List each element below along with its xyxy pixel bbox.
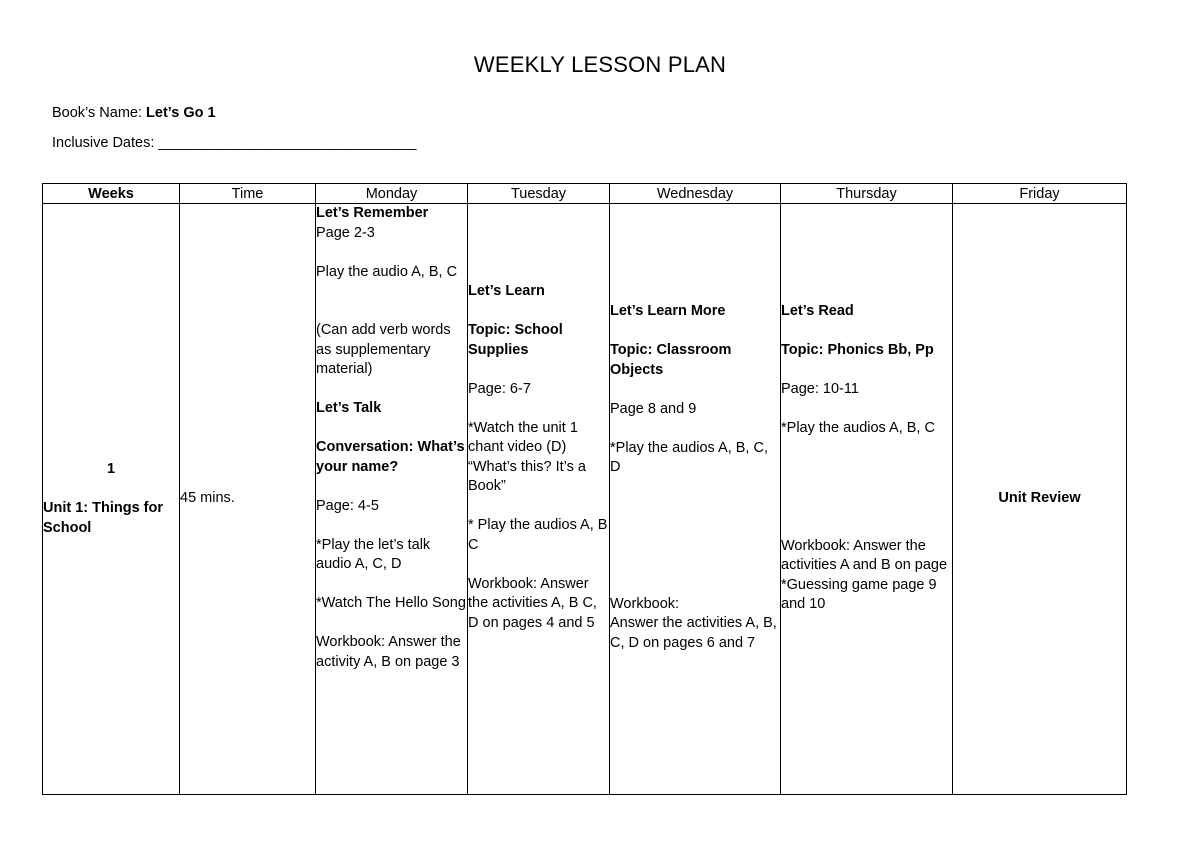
header-weeks: Weeks	[43, 184, 180, 204]
inclusive-dates-value: ________________________________	[158, 135, 417, 151]
monday-line: Workbook: Answer the activity A, B on page 3	[316, 634, 461, 670]
time-value: 45 mins.	[180, 490, 235, 507]
wednesday-line: Topic: Classroom Objects	[610, 342, 732, 378]
header-friday: Friday	[953, 184, 1127, 204]
thursday-line: Topic: Phonics Bb, Pp	[781, 342, 934, 358]
wednesday-line: Answer the activities A, B, C, D on pages 6 and 7	[610, 615, 777, 651]
monday-line: Let’s Talk	[316, 400, 382, 416]
week-number: 1	[106, 461, 116, 477]
book-name-label: Book’s Name:	[52, 105, 147, 121]
header-wednesday: Wednesday	[610, 184, 781, 204]
week-row	[43, 204, 1127, 795]
monday-line: Page 2-3	[316, 224, 375, 241]
tuesday-line: “What’s this? It’s a Book”	[468, 458, 586, 494]
monday-line: Page: 4-5	[316, 497, 379, 514]
book-name-line	[52, 105, 216, 121]
lesson-plan-table	[42, 183, 1127, 795]
thursday-line: Let’s Read	[781, 303, 854, 319]
thursday-cell	[781, 204, 953, 795]
book-name-value: Let’s Go 1	[146, 105, 216, 121]
header-row	[43, 184, 1127, 204]
thursday-line: *Guessing game page 9 and 10	[781, 576, 937, 612]
header-thursday: Thursday	[781, 184, 953, 204]
inclusive-dates-line	[52, 135, 416, 151]
monday-line: Conversation: What’s your name?	[316, 439, 465, 475]
header-time: Time	[180, 184, 316, 204]
wednesday-line: *Play the audios A, B, C, D	[610, 439, 768, 475]
wednesday-line: Page 8 and 9	[610, 400, 697, 417]
header-monday: Monday	[316, 184, 468, 204]
wednesday-line: Workbook:	[610, 595, 680, 612]
tuesday-line: Let’s Learn	[468, 283, 545, 299]
tuesday-line: *Watch the unit 1 chant video (D)	[468, 419, 578, 455]
page-title: WEEKLY LESSON PLAN	[473, 52, 727, 77]
tuesday-line: Page: 6-7	[468, 380, 531, 397]
header-tuesday: Tuesday	[468, 184, 610, 204]
inclusive-dates-label: Inclusive Dates:	[52, 135, 159, 151]
thursday-line: Workbook: Answer the activities A and B on page	[781, 537, 948, 573]
thursday-line: Page: 10-11	[781, 381, 859, 397]
monday-line: *Watch The Hello Song	[316, 595, 466, 611]
tuesday-line: Topic: School Supplies	[468, 322, 563, 358]
friday-unit-review: Unit Review	[998, 490, 1081, 507]
thursday-line: *Play the audios A, B, C	[781, 420, 935, 436]
monday-line: Let’s Remember	[316, 205, 429, 221]
wednesday-cell	[610, 204, 781, 795]
tuesday-line: Workbook: Answer the activities A, B C, D on pages 4 and 5	[468, 575, 597, 631]
monday-line: Play the audio A, B, C	[316, 263, 458, 280]
monday-line: (Can add verb words as supplementary material)	[316, 322, 451, 377]
time-cell	[180, 204, 316, 795]
weeks-cell	[43, 204, 180, 795]
monday-line: *Play the let’s talk audio A, C, D	[316, 536, 431, 572]
unit-title: Unit 1: Things for School	[43, 500, 164, 536]
wednesday-line: Let’s Learn More	[610, 303, 726, 319]
monday-cell	[316, 204, 468, 795]
friday-cell	[953, 204, 1127, 795]
tuesday-cell	[468, 204, 610, 795]
tuesday-line: * Play the audios A, B C	[468, 517, 608, 553]
